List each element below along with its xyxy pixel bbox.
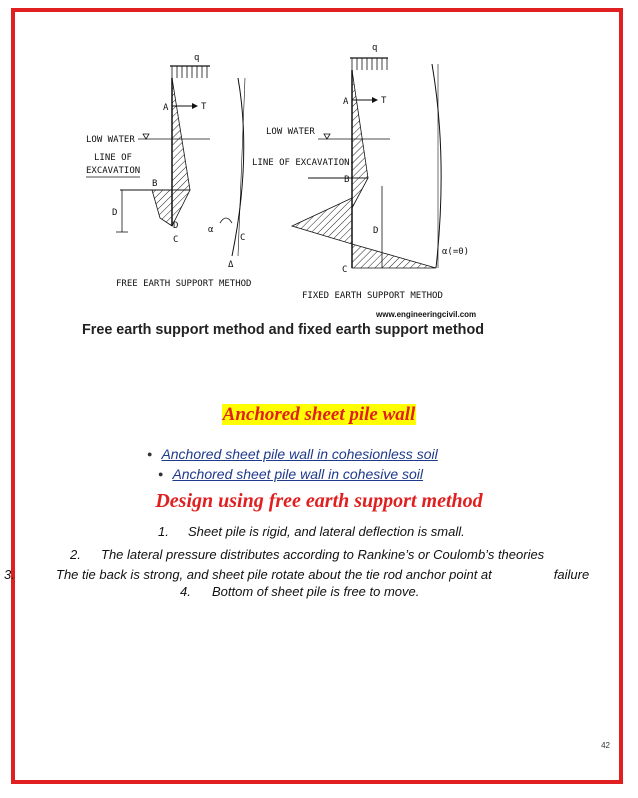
assumption-text: Bottom of sheet pile is free to move. <box>212 584 420 599</box>
assumption-text: The lateral pressure distributes according to Rankine’s or Coulomb’s theories <box>101 547 545 562</box>
point-b-label: B <box>344 175 350 185</box>
alpha-zero-label: α(=0) <box>442 247 470 257</box>
website-label: www.engineeringcivil.com <box>376 310 477 319</box>
bullet-link[interactable]: Anchored sheet pile wall in cohesive soil <box>172 466 424 482</box>
heading-text: Anchored sheet pile wall <box>222 404 416 425</box>
assumption-text: The tie back is strong, and sheet pile rotate about the tie rod anchor point at <box>56 567 492 582</box>
assumption-text: Sheet pile is rigid, and lateral deflection is small. <box>188 524 465 539</box>
assumption-item <box>4 567 589 582</box>
assumption-number: 4. <box>180 584 191 599</box>
fixed-earth-diagram <box>252 43 469 301</box>
anchor-label: A <box>343 97 349 107</box>
assumption-number: 3. <box>4 567 15 582</box>
heading-anchored-sheet-pile <box>0 404 638 426</box>
alpha-label: α <box>208 225 214 235</box>
assumption-item <box>70 547 544 562</box>
anchor-label: A <box>163 103 169 113</box>
assumption-item <box>180 584 419 599</box>
tie-label: T <box>381 96 387 106</box>
point-c-label: C <box>342 265 348 275</box>
subheading-design: Design using free earth support method <box>155 490 483 512</box>
load-label: q <box>194 53 200 63</box>
assumption-number: 1. <box>158 524 169 539</box>
sheet-pile-figure <box>80 18 540 348</box>
excavation-label-1: LINE OF <box>94 153 132 163</box>
assumption-item <box>158 524 465 539</box>
delta-label: Δ <box>228 260 234 270</box>
point-c-label: C <box>173 235 179 245</box>
sheet-pile-diagram <box>80 18 540 348</box>
depth-label: D <box>112 208 118 218</box>
depth-label: D <box>373 226 379 236</box>
point-b-label: B <box>152 179 158 189</box>
point-d-label: D <box>173 221 179 231</box>
water-label: LOW WATER <box>86 135 135 145</box>
bullet-dot: ● <box>147 449 153 459</box>
assumption-number: 2. <box>70 547 81 562</box>
bullet-item <box>158 466 423 482</box>
excavation-label: LINE OF EXCAVATION- <box>252 158 355 168</box>
bullet-item <box>147 446 438 462</box>
page-number: 42 <box>601 741 610 750</box>
tie-label: T <box>201 102 207 112</box>
water-label: LOW WATER <box>266 127 315 137</box>
bullet-link[interactable]: Anchored sheet pile wall in cohesionless soil <box>161 446 438 462</box>
load-label: q <box>372 43 378 53</box>
bullet-dot: ● <box>158 469 164 479</box>
free-earth-title: FREE EARTH SUPPORT METHOD <box>116 279 252 289</box>
assumption-tail: failure <box>553 567 590 582</box>
figure-caption: Free earth support method and fixed earth support method <box>82 321 484 338</box>
rotation-label: C <box>240 233 246 243</box>
excavation-label-2: EXCAVATION <box>86 166 141 176</box>
free-earth-diagram <box>86 53 251 289</box>
fixed-earth-title: FIXED EARTH SUPPORT METHOD <box>302 291 443 301</box>
